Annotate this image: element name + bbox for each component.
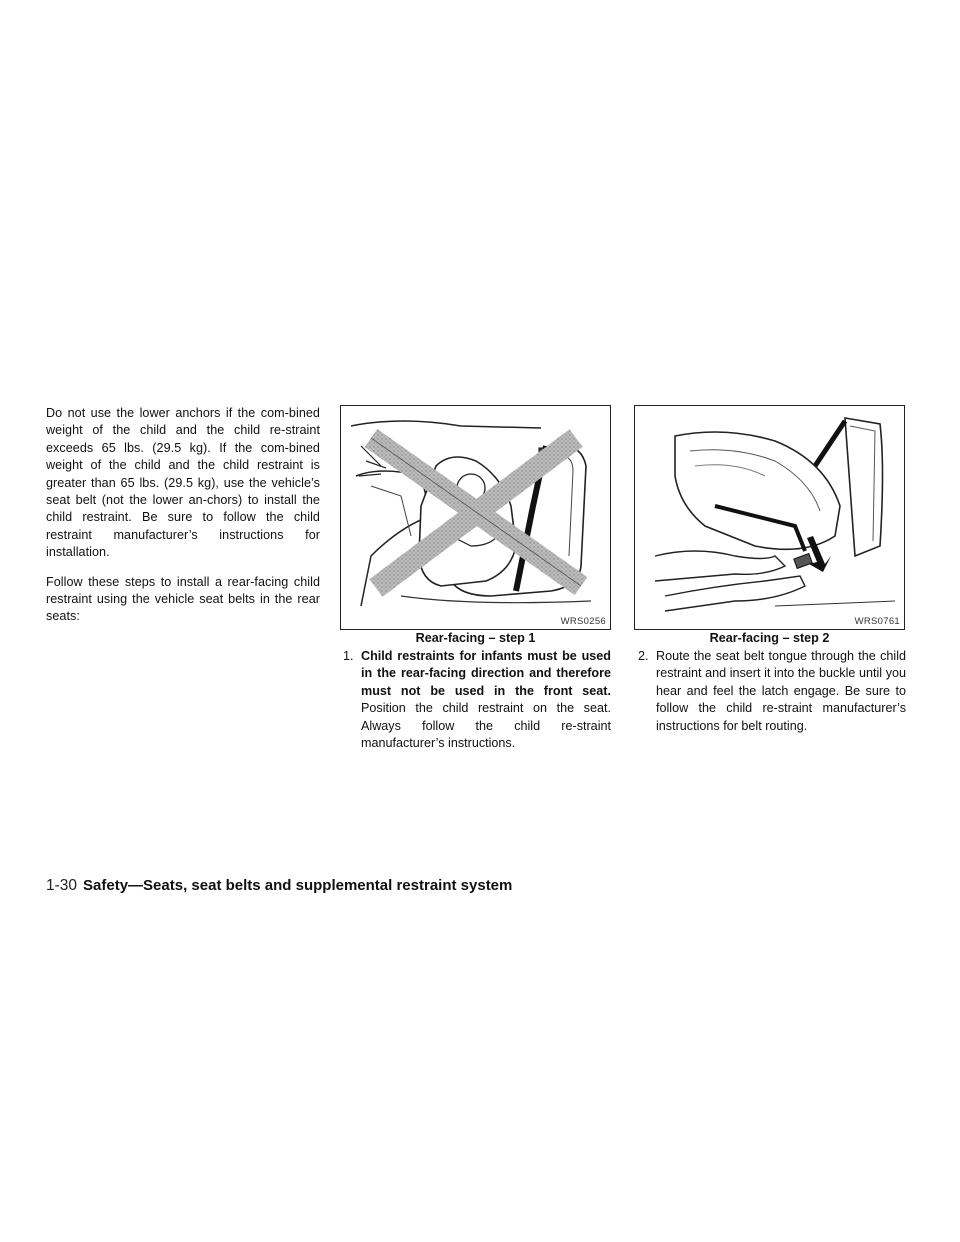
figure-caption: Rear-facing – step 2 <box>709 631 830 645</box>
step-1 <box>343 648 611 752</box>
step-text: Position the child restraint on the seat. Always follow the child re-straint manufacturer’s instructions. <box>361 701 611 751</box>
figure-rear-facing-step-1 <box>340 405 611 630</box>
page-number: 1-30 <box>46 877 78 894</box>
step-2 <box>638 648 906 735</box>
intro-text-column <box>46 405 320 638</box>
intro-paragraph-1: Do not use the lower anchors if the com-bined weight of the child and the child re-straint exceeds 65 lbs. (29.5 kg). If the com-bined weight of the child and the child restraint is greater than 65 lbs. (29.5 kg), use the vehicle’s seat belt (not the lower an-chors) to install the child restraint. Be sure to follow the child restraint manufacturer’s instructions for installation. <box>46 406 320 560</box>
step-body <box>361 648 611 752</box>
step-number: 2. <box>638 649 649 663</box>
step-body <box>656 648 906 735</box>
figure-code: WRS0256 <box>560 616 606 627</box>
section-title: Safety—Seats, seat belts and supplemental restraint system <box>83 877 513 894</box>
intro-paragraph-2: Follow these steps to install a rear-facing child restraint using the vehicle seat belts in the rear seats: <box>46 574 320 624</box>
rear-facing-step-2-illustration <box>635 406 904 629</box>
figure-code: WRS0761 <box>854 616 900 627</box>
step-number: 1. <box>343 649 354 663</box>
step-text: Route the seat belt tongue through the child restraint and insert it into the buckle until you hear and feel the latch engage. Be sure to follow the child re-straint manufacturer’s instructions for belt routing. <box>656 649 906 733</box>
page-footer <box>46 877 512 895</box>
figure-caption: Rear-facing – step 1 <box>415 631 536 645</box>
step-warning: Child restraints for infants must be used in the rear-facing direction and therefore must not be used in the front seat. <box>361 649 611 698</box>
figure-rear-facing-step-2 <box>634 405 905 630</box>
rear-facing-step-1-illustration <box>341 406 610 629</box>
